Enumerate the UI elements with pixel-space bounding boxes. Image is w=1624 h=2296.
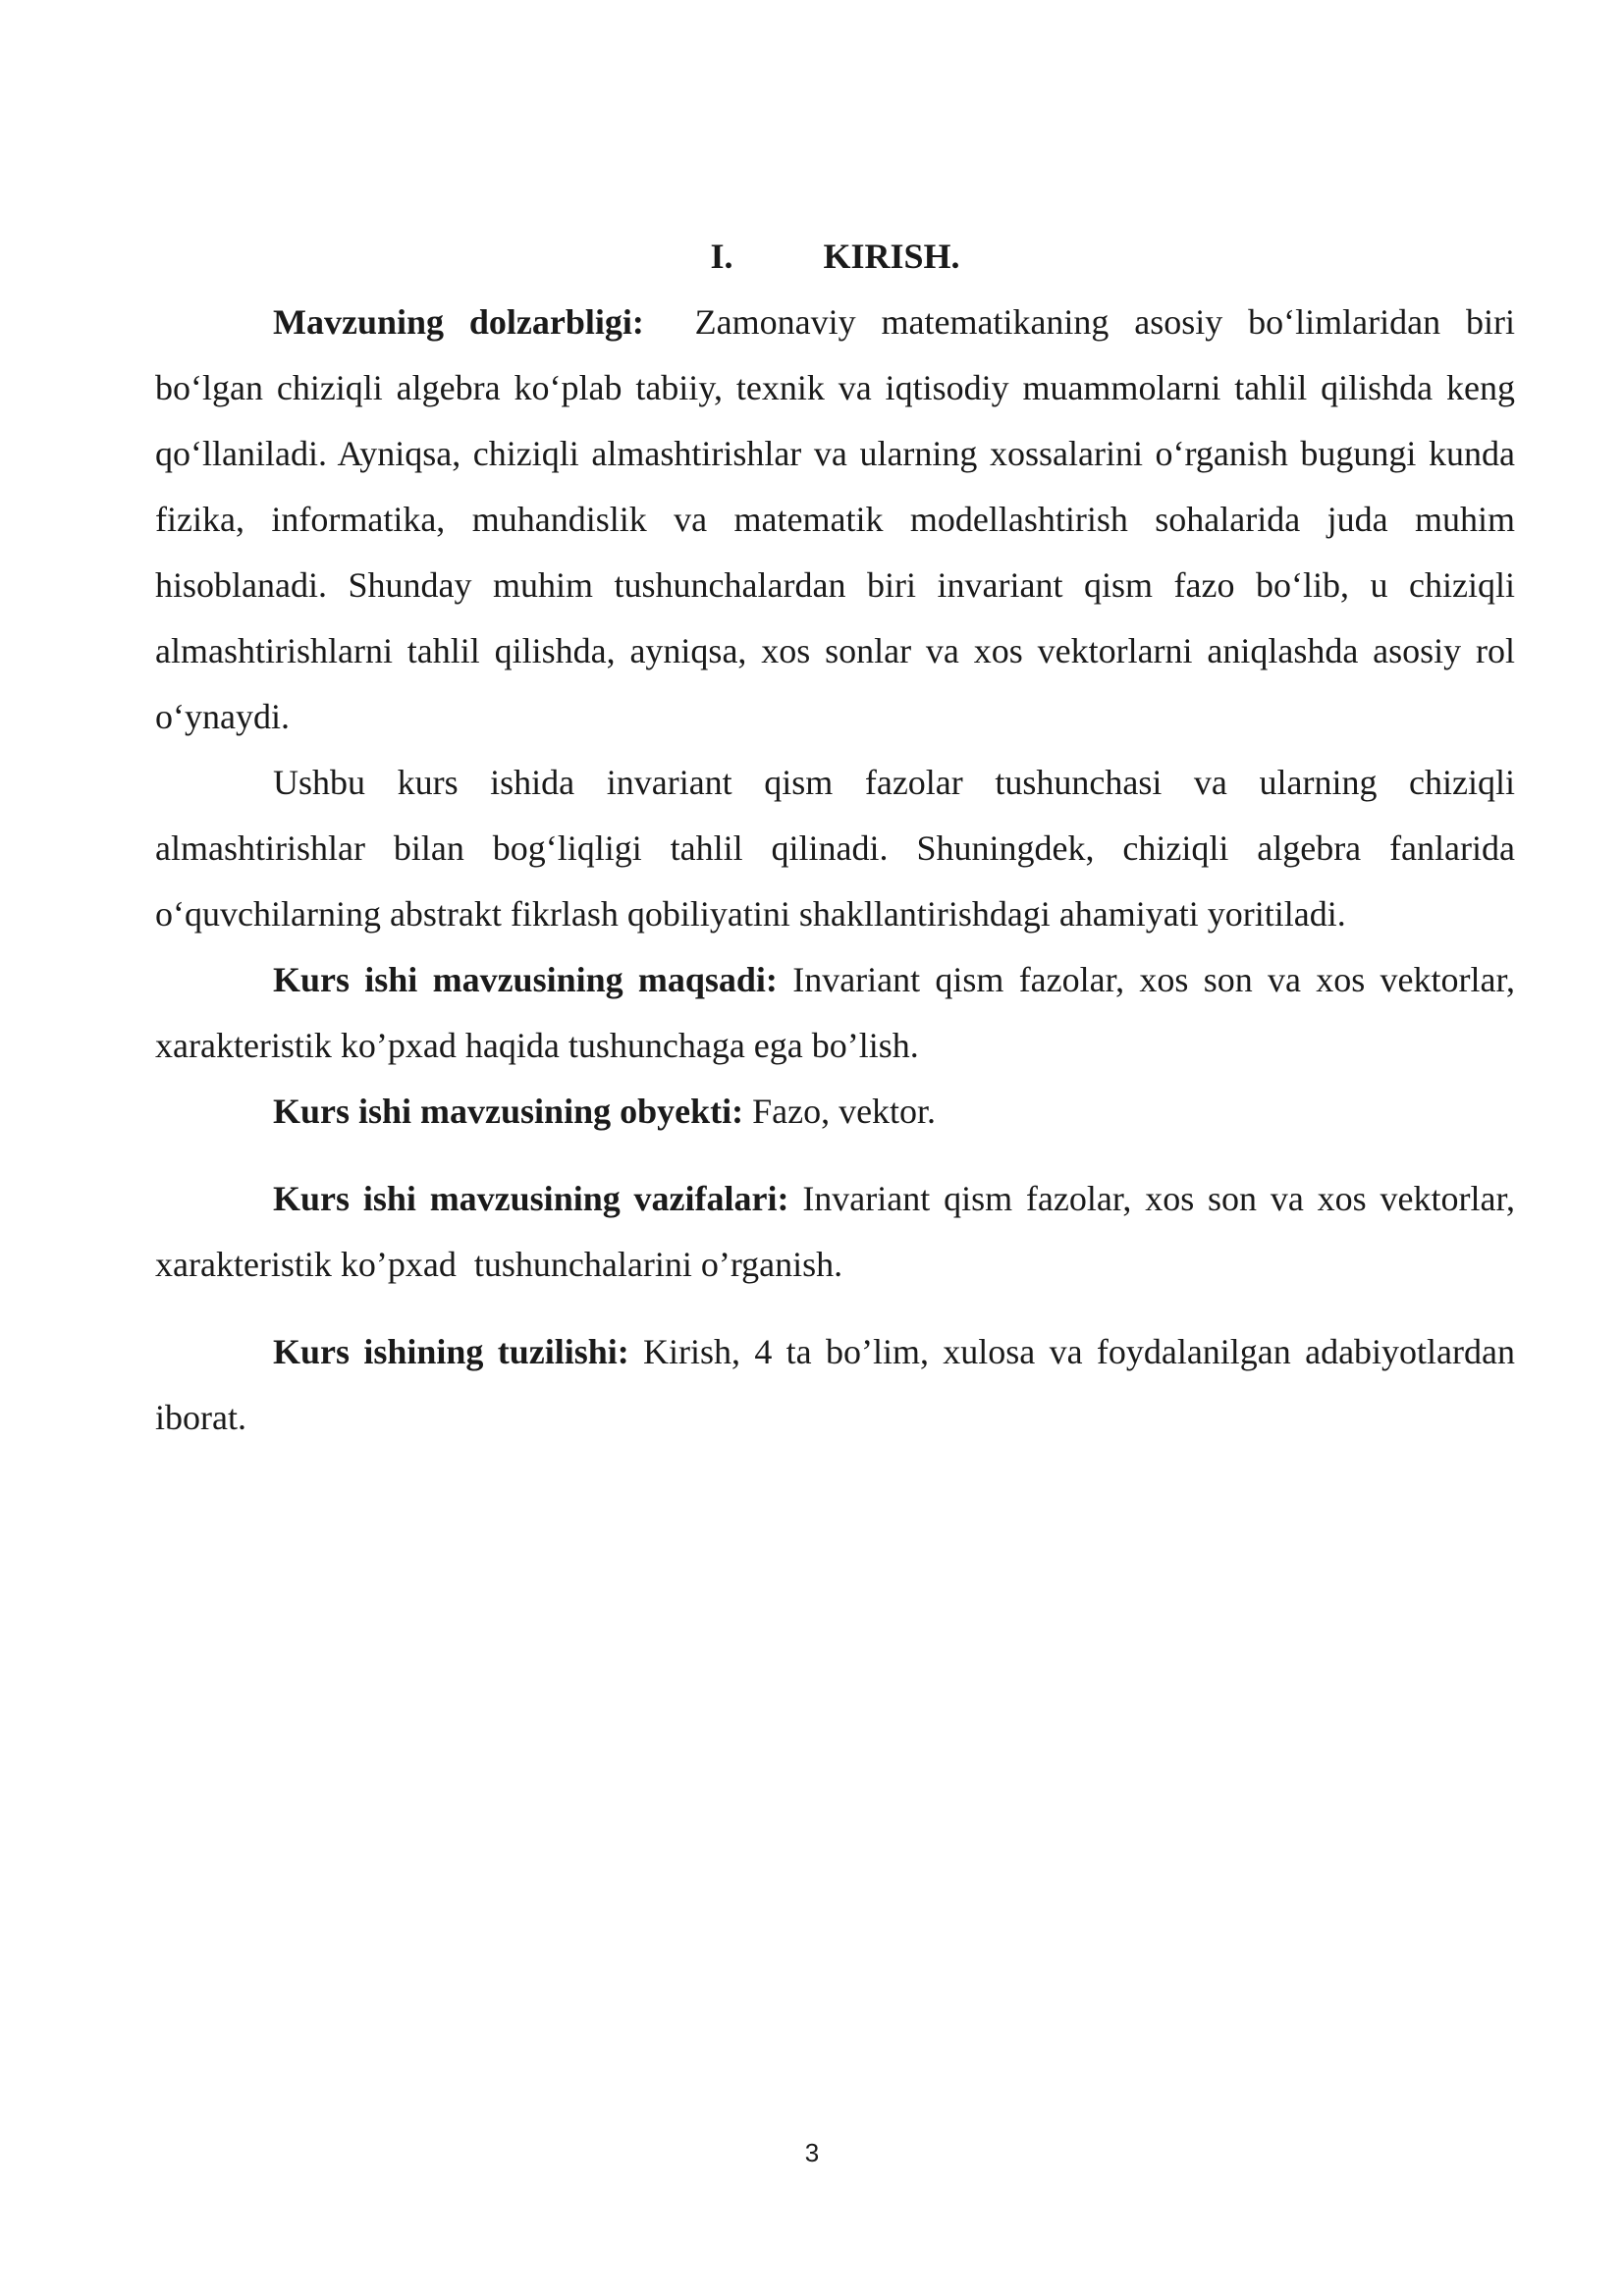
paragraph-text: Invariant qism fazolar, xos son va xos vektorlar, xarakteristik ko’pxad tushunchalarini o’rganish. [155,1179,1524,1284]
paragraph-text: Invariant qism fazolar, xos son va xos vektorlar, xarakteristik ko’pxad haqida tushunchaga ega bo’lish. [155,960,1525,1065]
paragraph-goal [155,947,1525,1079]
paragraph-label: Mavzuning dolzarbligi: [273,302,644,342]
paragraph-text: Fazo, vektor. [743,1092,937,1131]
paragraph-label: Kurs ishi mavzusining obyekti: [273,1092,744,1131]
paragraph-text: Kirish, 4 ta bo’lim, xulosa va foydalanilgan adabiyotlardan iborat. [155,1332,1525,1437]
paragraph-relevance [155,290,1524,750]
paragraph-text: Zamonaviy matematikaning asosiy bo‘limlaridan biri bo‘lgan chiziqli algebra ko‘plab tabiiy, texnik va iqtisodiy muammolarni tahlil qilishda keng qo‘llaniladi. Ayniqsa, chiziqli almashtirishlar va ularning xossalarini o‘rganish bugungi kunda fizika, informatika, muhandislik va matematik modellashtirish sohalarida juda muhim hisoblanadi. Shunday muhim tushunchalardan biri invariant qism fazo bo‘lib, u chiziqli almashtirishlarni tahlil qilishda, ayniqsa, xos sonlar va xos vektorlarni aniqlashda asosiy rol o‘ynaydi. [155,302,1524,736]
page-number: 3 [804,2138,820,2167]
paragraph-label: Kurs ishi mavzusining vazifalari: [273,1179,789,1218]
section-number: I. [710,237,733,276]
paragraph-structure [155,1319,1525,1451]
paragraph-object [155,1079,1515,1145]
paragraph-label: Kurs ishi mavzusining maqsadi: [273,960,778,999]
paragraph-label: Kurs ishining tuzilishi: [273,1332,629,1371]
page-content [155,224,1525,1451]
paragraph-text: Ushbu kurs ishida invariant qism fazolar tushunchasi va ularning chiziqli almashtirishlar bilan bog‘liqligi tahlil qilinadi. Shuningdek, chiziqli algebra fanlarida o‘quvchilarning abstrakt fikrlash qobiliyatini shakllantirishdagi ahamiyati yoritiladi. [155,763,1515,934]
paragraph-course-work-overview [155,750,1515,947]
section-title: KIRISH. [823,237,960,276]
section-heading [155,224,1515,290]
paragraph-tasks [155,1166,1524,1298]
